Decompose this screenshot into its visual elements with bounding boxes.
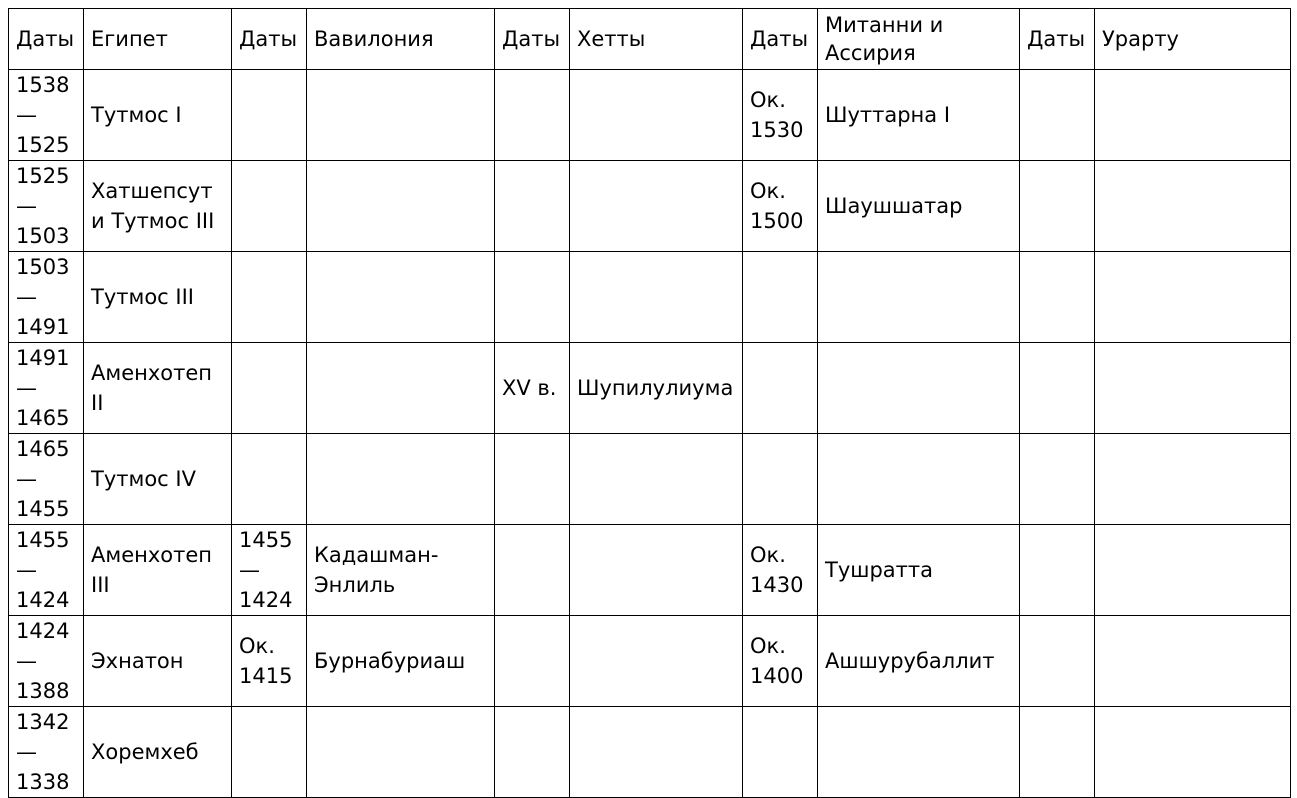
table-cell: 1455 — 1424 bbox=[9, 525, 84, 616]
table-cell bbox=[818, 434, 1020, 525]
table-cell bbox=[1095, 343, 1291, 434]
table-cell bbox=[232, 707, 307, 798]
table-cell bbox=[1095, 434, 1291, 525]
header-urartu: Урарту bbox=[1095, 9, 1291, 70]
table-cell bbox=[818, 707, 1020, 798]
table-cell bbox=[495, 707, 570, 798]
table-row bbox=[9, 525, 1291, 616]
table-cell bbox=[1020, 70, 1095, 161]
table-row bbox=[9, 434, 1291, 525]
table-cell: 1424 — 1388 bbox=[9, 616, 84, 707]
table-cell: Хатшепсут и Тутмос III bbox=[84, 161, 232, 252]
table-cell bbox=[743, 707, 818, 798]
table-cell: XV в. bbox=[495, 343, 570, 434]
table-cell: Тутмос I bbox=[84, 70, 232, 161]
table-cell bbox=[1095, 161, 1291, 252]
table-cell bbox=[495, 161, 570, 252]
table-row bbox=[9, 252, 1291, 343]
table-cell bbox=[818, 343, 1020, 434]
table-cell: Хоремхеб bbox=[84, 707, 232, 798]
header-dates-mitanni: Даты bbox=[743, 9, 818, 70]
table-cell bbox=[743, 434, 818, 525]
header-hittites: Хетты bbox=[570, 9, 743, 70]
table-cell bbox=[495, 434, 570, 525]
table-cell bbox=[818, 252, 1020, 343]
table-cell: Кадашман-Энлиль bbox=[307, 525, 495, 616]
table-cell bbox=[570, 525, 743, 616]
table-row bbox=[9, 70, 1291, 161]
table-cell bbox=[307, 434, 495, 525]
table-cell bbox=[232, 252, 307, 343]
table-cell: Ашшурубаллит bbox=[818, 616, 1020, 707]
table-cell: Аменхотеп II bbox=[84, 343, 232, 434]
table-cell bbox=[1095, 252, 1291, 343]
table-cell bbox=[743, 252, 818, 343]
table-cell: Тутмос III bbox=[84, 252, 232, 343]
table-cell: 1525 — 1503 bbox=[9, 161, 84, 252]
table-cell: Ок. 1430 bbox=[743, 525, 818, 616]
header-dates-hittites: Даты bbox=[495, 9, 570, 70]
table-cell bbox=[495, 616, 570, 707]
table-cell bbox=[1095, 707, 1291, 798]
table-cell bbox=[570, 70, 743, 161]
table-cell bbox=[570, 616, 743, 707]
table-cell bbox=[307, 343, 495, 434]
table-cell bbox=[570, 434, 743, 525]
table-cell bbox=[1095, 70, 1291, 161]
table-row bbox=[9, 343, 1291, 434]
table-cell bbox=[495, 70, 570, 161]
table-cell: Бурнабуриаш bbox=[307, 616, 495, 707]
table-cell: Шуттарна I bbox=[818, 70, 1020, 161]
table-cell bbox=[232, 343, 307, 434]
table-cell bbox=[743, 343, 818, 434]
table-cell: Ок. 1400 bbox=[743, 616, 818, 707]
table-cell bbox=[307, 70, 495, 161]
table-cell: Эхнатон bbox=[84, 616, 232, 707]
table-cell bbox=[1095, 616, 1291, 707]
table-cell bbox=[232, 161, 307, 252]
table-cell bbox=[1095, 525, 1291, 616]
chronology-table bbox=[8, 8, 1291, 798]
header-dates-urartu: Даты bbox=[1020, 9, 1095, 70]
header-babylon: Вавилония bbox=[307, 9, 495, 70]
header-dates-babylon: Даты bbox=[232, 9, 307, 70]
table-cell bbox=[232, 70, 307, 161]
table-cell: 1465 — 1455 bbox=[9, 434, 84, 525]
table-cell bbox=[495, 525, 570, 616]
table-cell bbox=[1020, 434, 1095, 525]
table-row bbox=[9, 616, 1291, 707]
table-cell: Тушратта bbox=[818, 525, 1020, 616]
header-row bbox=[9, 9, 1291, 70]
table-cell bbox=[1020, 252, 1095, 343]
table-cell: 1538 — 1525 bbox=[9, 70, 84, 161]
table-cell: Ок. 1530 bbox=[743, 70, 818, 161]
table-cell: 1491 — 1465 bbox=[9, 343, 84, 434]
table-cell: 1342 — 1338 bbox=[9, 707, 84, 798]
header-egypt: Египет bbox=[84, 9, 232, 70]
table-cell: Шупилулиума bbox=[570, 343, 743, 434]
table-cell: Тутмос IV bbox=[84, 434, 232, 525]
table-cell bbox=[1020, 525, 1095, 616]
table-row bbox=[9, 161, 1291, 252]
table-cell: Ок. 1500 bbox=[743, 161, 818, 252]
table-cell bbox=[1020, 707, 1095, 798]
table-cell bbox=[307, 252, 495, 343]
table-cell bbox=[1020, 616, 1095, 707]
table-cell: Аменхотеп III bbox=[84, 525, 232, 616]
table-cell: 1503 — 1491 bbox=[9, 252, 84, 343]
table-row bbox=[9, 707, 1291, 798]
table-cell bbox=[495, 252, 570, 343]
table-cell bbox=[307, 707, 495, 798]
table-cell bbox=[307, 161, 495, 252]
table-cell bbox=[1020, 343, 1095, 434]
header-dates-egypt: Даты bbox=[9, 9, 84, 70]
table-cell: Ок. 1415 bbox=[232, 616, 307, 707]
table-cell bbox=[570, 707, 743, 798]
table-cell bbox=[570, 252, 743, 343]
table-cell: 1455 — 1424 bbox=[232, 525, 307, 616]
header-mitanni-assyria: Митанни и Ассирия bbox=[818, 9, 1020, 70]
table-cell bbox=[1020, 161, 1095, 252]
table-cell bbox=[232, 434, 307, 525]
table-cell bbox=[570, 161, 743, 252]
table-cell: Шаушшатар bbox=[818, 161, 1020, 252]
